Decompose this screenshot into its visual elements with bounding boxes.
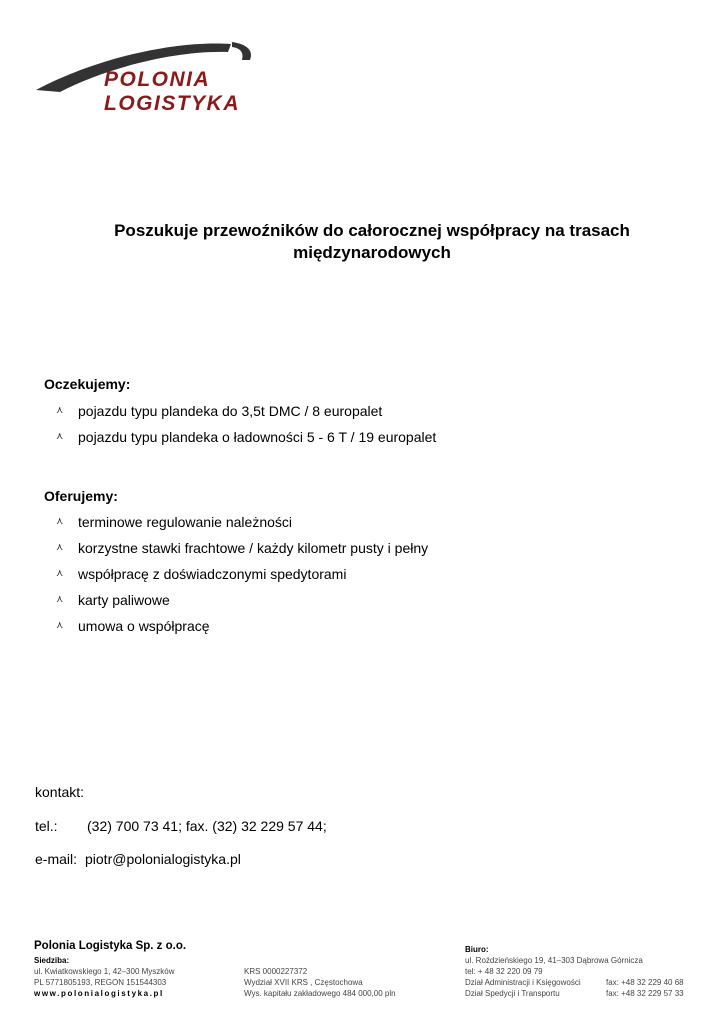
title-line-1: Poszukuje przewoźników do całorocznej współpracy na trasach (114, 221, 630, 240)
contact-phone-row (35, 818, 327, 834)
tel-value: (32) 700 73 41; fax. (32) 32 229 57 44; (87, 818, 327, 834)
footer-registry-column (244, 966, 396, 999)
list-item (56, 618, 428, 644)
footer-seat-column (34, 955, 175, 999)
dept-admin-fax: fax: +48 32 229 40 68 (606, 978, 684, 987)
dept-spedition-row (465, 988, 684, 999)
offer-heading: Oferujemy: (44, 488, 118, 504)
list-item-text: pojazdu typu plandeka do 3,5t DMC / 8 europalet (78, 403, 383, 419)
title-line-2: międzynarodowych (293, 243, 451, 262)
list-item-text: pojazdu typu plandeka o ładowności 5 - 6 T / 19 europalet (78, 429, 437, 445)
dept-spedition: Dział Spedycji i Transportu (465, 989, 560, 998)
dept-spedition-fax: fax: +48 32 229 57 33 (606, 989, 684, 998)
share-capital: Wys. kapitału zakładowego 484 000,00 pln (244, 989, 396, 998)
bullet-icon: ⋏ (56, 594, 64, 605)
list-item (56, 566, 428, 592)
list-item-text: karty paliwowe (78, 592, 170, 608)
expect-list (56, 403, 436, 455)
bullet-icon: ⋏ (56, 568, 64, 579)
seat-address: ul. Kwiatkowskiego 1, 42–300 Myszków (34, 967, 175, 976)
email-value[interactable]: piotr@polonialogistyka.pl (85, 851, 241, 867)
list-item (56, 403, 436, 429)
footer-company-name: Polonia Logistyka Sp. z o.o. (34, 940, 187, 952)
dept-admin: Dział Administracji i Księgowości (465, 978, 581, 987)
email-label: e-mail: (35, 851, 78, 867)
list-item-text: korzystne stawki frachtowe / każdy kilometr pusty i pełny (78, 540, 429, 556)
bullet-icon: ⋏ (56, 620, 64, 631)
seat-ids: PL 5771805193, REGON 151544303 (34, 978, 167, 987)
office-tel: tel: + 48 32 220 09 79 (465, 967, 543, 976)
offer-list (56, 514, 428, 644)
contact-email-row (35, 851, 241, 867)
logo-wordmark: POLONIA LOGISTYKA (104, 68, 241, 115)
list-item (56, 592, 428, 618)
office-label: Biuro: (465, 945, 489, 954)
dept-admin-row (465, 977, 684, 988)
company-logo (36, 38, 316, 115)
office-address: ul. Roździeńskiego 19, 41–303 Dąbrowa Górnicza (465, 956, 643, 965)
bullet-icon: ⋏ (56, 542, 64, 553)
tel-label: tel.: (35, 818, 58, 834)
list-item-text: umowa o współpracę (78, 618, 210, 634)
footer (34, 940, 704, 1010)
list-item (56, 514, 428, 540)
page-title (60, 220, 684, 264)
registry-court: Wydział XVII KRS , Częstochowa (244, 978, 363, 987)
seat-label: Siedziba: (34, 956, 70, 965)
list-item (56, 540, 428, 566)
contact-label: kontakt: (35, 784, 85, 800)
bullet-icon: ⋏ (56, 405, 64, 416)
list-item-text: terminowe regulowanie należności (78, 514, 293, 530)
krs-number: KRS 0000227372 (244, 967, 308, 976)
footer-office-column (465, 944, 684, 999)
list-item (56, 429, 436, 455)
bullet-icon: ⋏ (56, 431, 64, 442)
website-link[interactable]: www.polonialogistyka.pl (34, 989, 164, 998)
list-item-text: współpracę z doświadczonymi spedytorami (78, 566, 347, 582)
bullet-icon: ⋏ (56, 516, 64, 527)
expect-heading: Oczekujemy: (44, 376, 131, 392)
